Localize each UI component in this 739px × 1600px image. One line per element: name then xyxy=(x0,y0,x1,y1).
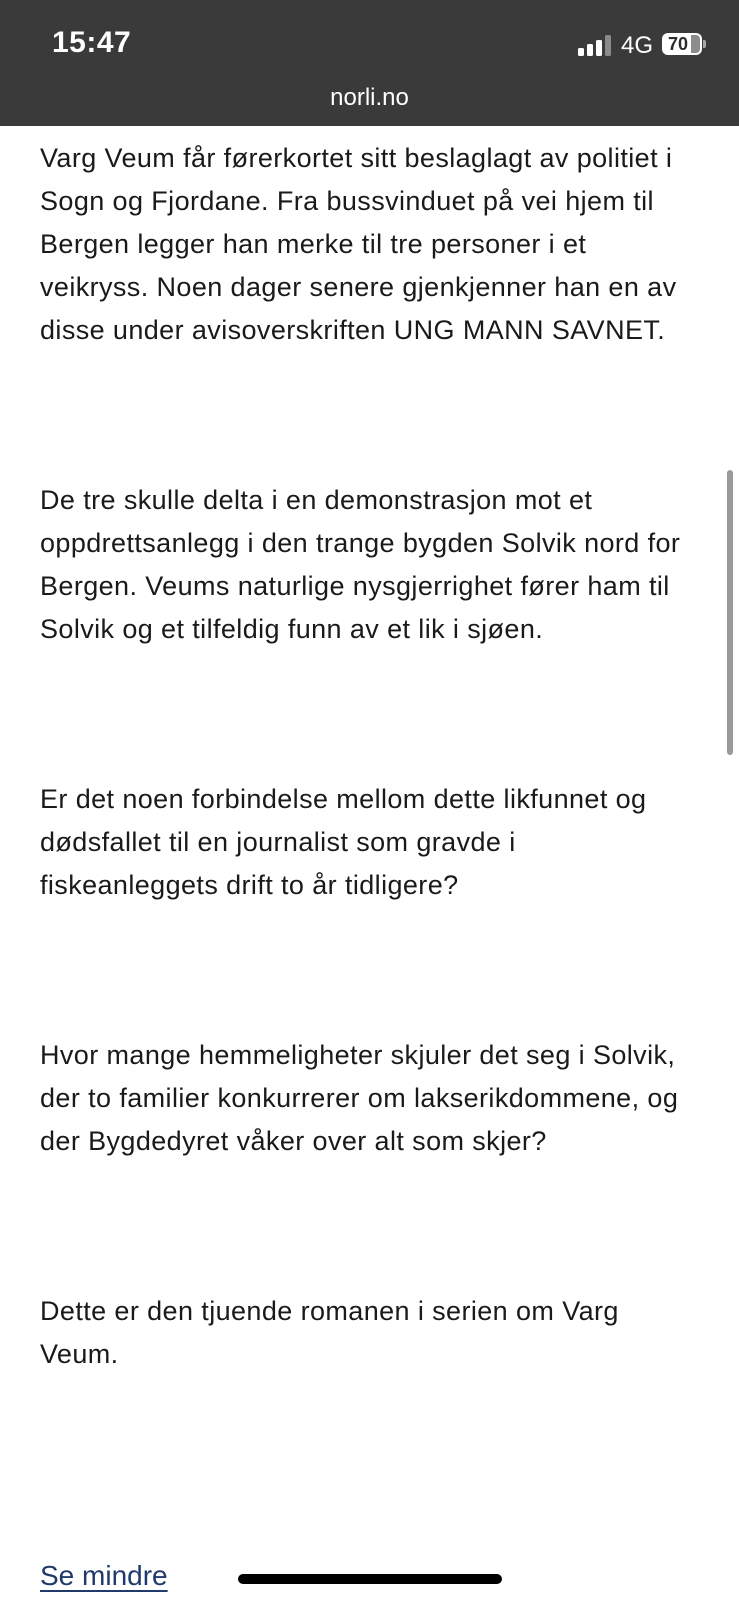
description-paragraph: Varg Veum får førerkortet sitt beslaglagt av politiet i Sogn og Fjordane. Fra bussvinduet på vei hjem til Bergen legger han merke til tre personer i et veikryss. Noen dager senere gjenkjenner han en av disse under avisoverskriften UNG MANN SAVNET. xyxy=(40,143,677,345)
battery-percentage: 70 xyxy=(667,34,689,54)
status-time: 15:47 xyxy=(52,26,132,59)
browser-url[interactable]: norli.no xyxy=(330,84,409,111)
description-paragraph: De tre skulle delta i en demonstrasjon mot et oppdrettsanlegg i den trange bygden Solvik nord for Bergen. Veums naturlige nysgjerrighet fører ham til Solvik og et tilfeldig funn av et lik i sjøen. xyxy=(40,485,681,644)
battery-icon xyxy=(662,33,706,55)
status-bar xyxy=(0,0,739,126)
description-paragraph: Dette er den tjuende romanen i serien om Varg Veum. xyxy=(40,1296,619,1369)
description-paragraph: Hvor mange hemmeligheter skjuler det seg i Solvik, der to familier konkurrerer om lakserikdommene, og der Bygdedyret våker over alt som skjer? xyxy=(40,1040,679,1156)
network-type: 4G xyxy=(621,32,654,59)
see-less-link[interactable]: Se mindre xyxy=(40,1560,168,1591)
description-paragraph: Er det noen forbindelse mellom dette likfunnet og dødsfallet til en journalist som gravde i fiskeanleggets drift to år tidligere? xyxy=(40,784,647,900)
home-indicator[interactable] xyxy=(238,1574,502,1584)
scrollbar[interactable] xyxy=(727,470,733,755)
cellular-signal-icon xyxy=(578,34,614,56)
book-description xyxy=(40,137,700,1376)
